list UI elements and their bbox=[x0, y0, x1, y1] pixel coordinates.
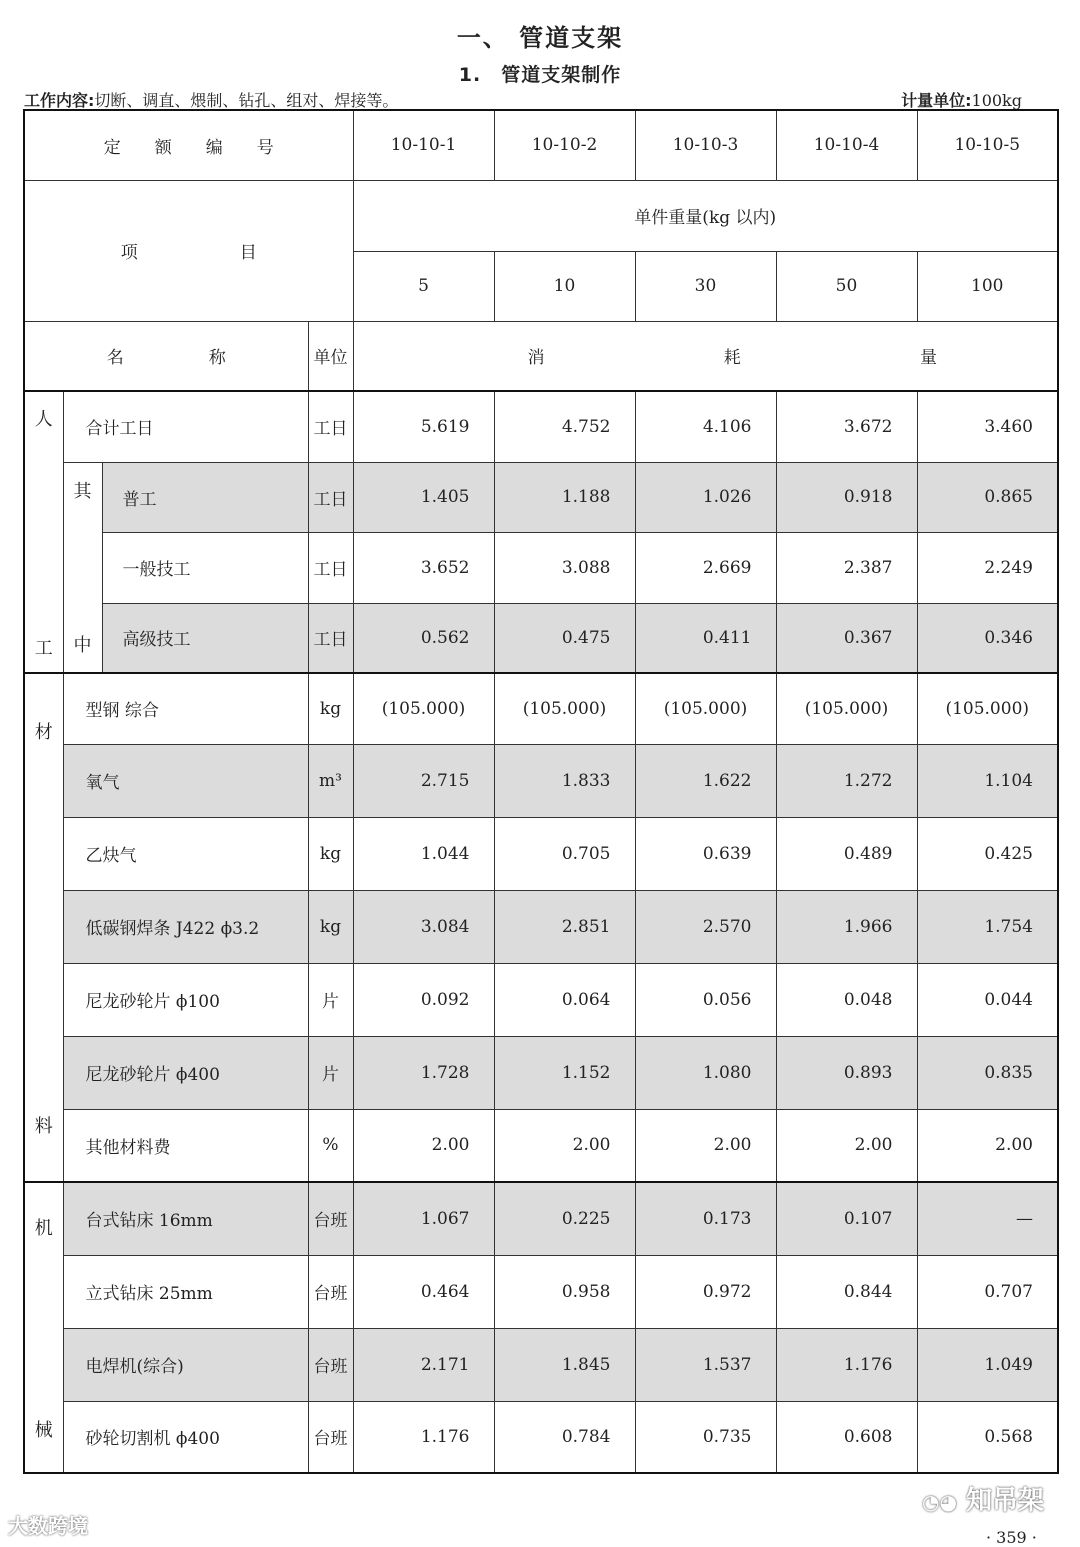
row-name: 乙炔气 bbox=[63, 817, 308, 890]
row-name: 氧气 bbox=[63, 744, 308, 817]
quota-code-label: 定 额 编 号 bbox=[24, 110, 353, 180]
row-value: 0.044 bbox=[917, 963, 1058, 1036]
row-value: 1.966 bbox=[776, 890, 917, 963]
labor-row bbox=[24, 462, 1058, 532]
row-value: 0.608 bbox=[776, 1401, 917, 1473]
weight-header-row bbox=[24, 180, 1058, 251]
row-value: 1.067 bbox=[353, 1182, 494, 1255]
row-value: 2.851 bbox=[494, 890, 635, 963]
row-unit: 工日 bbox=[308, 391, 353, 462]
work-content-label: 工作内容: bbox=[24, 91, 95, 110]
row-value: 2.570 bbox=[635, 890, 776, 963]
row-name: 电焊机(综合) bbox=[63, 1328, 308, 1401]
material-row bbox=[24, 890, 1058, 963]
row-value: 0.705 bbox=[494, 817, 635, 890]
row-unit: 台班 bbox=[308, 1328, 353, 1401]
row-value: 2.00 bbox=[494, 1109, 635, 1182]
row-value: 3.460 bbox=[917, 391, 1058, 462]
row-value: 0.844 bbox=[776, 1255, 917, 1328]
row-value: 2.715 bbox=[353, 744, 494, 817]
row-value: 0.173 bbox=[635, 1182, 776, 1255]
row-value: 0.562 bbox=[353, 603, 494, 673]
consumption-label bbox=[353, 321, 1058, 391]
row-value: 1.188 bbox=[494, 462, 635, 532]
row-unit: 工日 bbox=[308, 603, 353, 673]
measure-unit-label: 计量单位: bbox=[901, 91, 972, 110]
weight-value: 10 bbox=[494, 251, 635, 321]
quota-code: 10-10-4 bbox=[776, 110, 917, 180]
row-name: 型钢 综合 bbox=[63, 673, 308, 744]
labor-category-bottom: 工 bbox=[34, 637, 53, 659]
row-name: 台式钻床 16mm bbox=[63, 1182, 308, 1255]
quota-table bbox=[23, 109, 1059, 1474]
quota-code: 10-10-2 bbox=[494, 110, 635, 180]
work-content-text: 切断、调直、煨制、钻孔、组对、焊接等。 bbox=[94, 91, 399, 110]
row-value: 4.106 bbox=[635, 391, 776, 462]
row-value: 0.064 bbox=[494, 963, 635, 1036]
row-name: 尼龙砂轮片 ϕ100 bbox=[63, 963, 308, 1036]
watermark-right-text: 知吊架 bbox=[965, 1486, 1044, 1516]
row-name: 普工 bbox=[102, 462, 308, 532]
row-value: 0.464 bbox=[353, 1255, 494, 1328]
measure-unit-value: 100kg bbox=[971, 91, 1022, 110]
machinery-row bbox=[24, 1401, 1058, 1473]
watermark-left: 大数跨境 bbox=[8, 1514, 88, 1538]
row-value: 0.489 bbox=[776, 817, 917, 890]
row-value: 0.865 bbox=[917, 462, 1058, 532]
row-value: (105.000) bbox=[776, 673, 917, 744]
row-value: 0.835 bbox=[917, 1036, 1058, 1109]
row-value: 2.00 bbox=[917, 1109, 1058, 1182]
weight-value: 5 bbox=[353, 251, 494, 321]
material-category bbox=[24, 673, 63, 1182]
labor-category-top: 人 bbox=[34, 408, 53, 430]
material-row bbox=[24, 963, 1058, 1036]
row-value: 1.104 bbox=[917, 744, 1058, 817]
material-row bbox=[24, 1109, 1058, 1182]
row-value: 1.044 bbox=[353, 817, 494, 890]
material-row bbox=[24, 673, 1058, 744]
row-unit: 工日 bbox=[308, 532, 353, 603]
row-value: 1.080 bbox=[635, 1036, 776, 1109]
row-value: 0.048 bbox=[776, 963, 917, 1036]
material-category-top: 材 bbox=[34, 721, 53, 743]
row-value: 1.728 bbox=[353, 1036, 494, 1109]
row-value: 0.707 bbox=[917, 1255, 1058, 1328]
wechat-icon: ◔◕ bbox=[922, 1490, 957, 1514]
row-value: 4.752 bbox=[494, 391, 635, 462]
row-value: 1.176 bbox=[353, 1401, 494, 1473]
row-value: (105.000) bbox=[353, 673, 494, 744]
row-value: 1.845 bbox=[494, 1328, 635, 1401]
labor-category bbox=[24, 391, 63, 673]
row-value: 0.639 bbox=[635, 817, 776, 890]
row-unit: 台班 bbox=[308, 1401, 353, 1473]
material-category-bottom: 料 bbox=[34, 1115, 53, 1137]
row-value: 0.475 bbox=[494, 603, 635, 673]
quota-code: 10-10-5 bbox=[917, 110, 1058, 180]
row-name: 尼龙砂轮片 ϕ400 bbox=[63, 1036, 308, 1109]
machinery-category-top: 机 bbox=[34, 1217, 53, 1239]
consumption-char: 耗 bbox=[723, 348, 741, 369]
row-name: 高级技工 bbox=[102, 603, 308, 673]
row-name: 一般技工 bbox=[102, 532, 308, 603]
machinery-row bbox=[24, 1328, 1058, 1401]
name-header-row bbox=[24, 321, 1058, 391]
row-name: 低碳钢焊条 J422 ϕ3.2 bbox=[63, 890, 308, 963]
weight-value: 30 bbox=[635, 251, 776, 321]
row-value: 1.049 bbox=[917, 1328, 1058, 1401]
row-value: (105.000) bbox=[635, 673, 776, 744]
row-value: 3.672 bbox=[776, 391, 917, 462]
machinery-category-bottom: 械 bbox=[34, 1419, 53, 1441]
row-value: 0.972 bbox=[635, 1255, 776, 1328]
row-value: 3.084 bbox=[353, 890, 494, 963]
machinery-row bbox=[24, 1255, 1058, 1328]
row-unit: kg bbox=[308, 673, 353, 744]
weight-value: 50 bbox=[776, 251, 917, 321]
row-unit: kg bbox=[308, 890, 353, 963]
row-value: 1.026 bbox=[635, 462, 776, 532]
row-value: 2.171 bbox=[353, 1328, 494, 1401]
row-name: 砂轮切割机 ϕ400 bbox=[63, 1401, 308, 1473]
row-value: 3.088 bbox=[494, 532, 635, 603]
row-value: 0.568 bbox=[917, 1401, 1058, 1473]
row-unit: 片 bbox=[308, 963, 353, 1036]
row-value: 2.00 bbox=[776, 1109, 917, 1182]
page-number: · 359 · bbox=[986, 1528, 1037, 1547]
measure-unit bbox=[901, 88, 1022, 111]
row-name: 合计工日 bbox=[63, 391, 308, 462]
row-name: 其他材料费 bbox=[63, 1109, 308, 1182]
labor-sub-category bbox=[63, 462, 102, 673]
row-unit: % bbox=[308, 1109, 353, 1182]
material-row bbox=[24, 1036, 1058, 1109]
row-value: 1.537 bbox=[635, 1328, 776, 1401]
weight-label: 单件重量(kg 以内) bbox=[353, 180, 1058, 251]
row-value: 0.958 bbox=[494, 1255, 635, 1328]
row-value: 3.652 bbox=[353, 532, 494, 603]
row-unit: 工日 bbox=[308, 462, 353, 532]
row-value: 0.425 bbox=[917, 817, 1058, 890]
name-label: 名 称 bbox=[24, 321, 308, 391]
row-name: 立式钻床 25mm bbox=[63, 1255, 308, 1328]
consumption-char: 消 bbox=[527, 348, 545, 369]
quota-code: 10-10-3 bbox=[635, 110, 776, 180]
machinery-row bbox=[24, 1182, 1058, 1255]
row-value: 1.833 bbox=[494, 744, 635, 817]
watermark-right bbox=[922, 1480, 1044, 1517]
row-value: 2.387 bbox=[776, 532, 917, 603]
row-value: 0.893 bbox=[776, 1036, 917, 1109]
row-value: 1.754 bbox=[917, 890, 1058, 963]
material-row bbox=[24, 817, 1058, 890]
row-unit: 台班 bbox=[308, 1255, 353, 1328]
row-value: 0.225 bbox=[494, 1182, 635, 1255]
labor-sub-bottom: 中 bbox=[73, 635, 92, 657]
row-value: 0.107 bbox=[776, 1182, 917, 1255]
row-value: (105.000) bbox=[494, 673, 635, 744]
row-value: 1.176 bbox=[776, 1328, 917, 1401]
row-value: 0.411 bbox=[635, 603, 776, 673]
row-value: 0.918 bbox=[776, 462, 917, 532]
labor-row bbox=[24, 532, 1058, 603]
row-value: 0.056 bbox=[635, 963, 776, 1036]
row-value: 1.405 bbox=[353, 462, 494, 532]
row-value: 2.00 bbox=[353, 1109, 494, 1182]
unit-label: 单位 bbox=[308, 321, 353, 391]
quota-code: 10-10-1 bbox=[353, 110, 494, 180]
row-value: 1.152 bbox=[494, 1036, 635, 1109]
row-value: 2.249 bbox=[917, 532, 1058, 603]
row-unit: kg bbox=[308, 817, 353, 890]
row-unit: 台班 bbox=[308, 1182, 353, 1255]
row-value: (105.000) bbox=[917, 673, 1058, 744]
weight-value: 100 bbox=[917, 251, 1058, 321]
row-value: 0.367 bbox=[776, 603, 917, 673]
row-value: 2.00 bbox=[635, 1109, 776, 1182]
material-row bbox=[24, 744, 1058, 817]
quota-code-row bbox=[24, 110, 1058, 180]
machinery-category bbox=[24, 1182, 63, 1473]
row-value: 0.346 bbox=[917, 603, 1058, 673]
consumption-char: 量 bbox=[920, 348, 937, 369]
row-value: — bbox=[917, 1182, 1058, 1255]
row-value: 1.622 bbox=[635, 744, 776, 817]
work-content bbox=[24, 88, 398, 111]
row-value: 1.272 bbox=[776, 744, 917, 817]
row-value: 5.619 bbox=[353, 391, 494, 462]
row-value: 0.092 bbox=[353, 963, 494, 1036]
section-title: 1. 管道支架制作 bbox=[458, 64, 622, 86]
row-value: 0.784 bbox=[494, 1401, 635, 1473]
chapter-title: 一、 管道支架 bbox=[456, 24, 624, 52]
labor-total-row bbox=[24, 391, 1058, 462]
row-unit: m³ bbox=[308, 744, 353, 817]
labor-row bbox=[24, 603, 1058, 673]
row-unit: 片 bbox=[308, 1036, 353, 1109]
row-value: 0.735 bbox=[635, 1401, 776, 1473]
row-value: 2.669 bbox=[635, 532, 776, 603]
item-label: 项 目 bbox=[24, 180, 353, 321]
labor-sub-top: 其 bbox=[73, 481, 92, 503]
